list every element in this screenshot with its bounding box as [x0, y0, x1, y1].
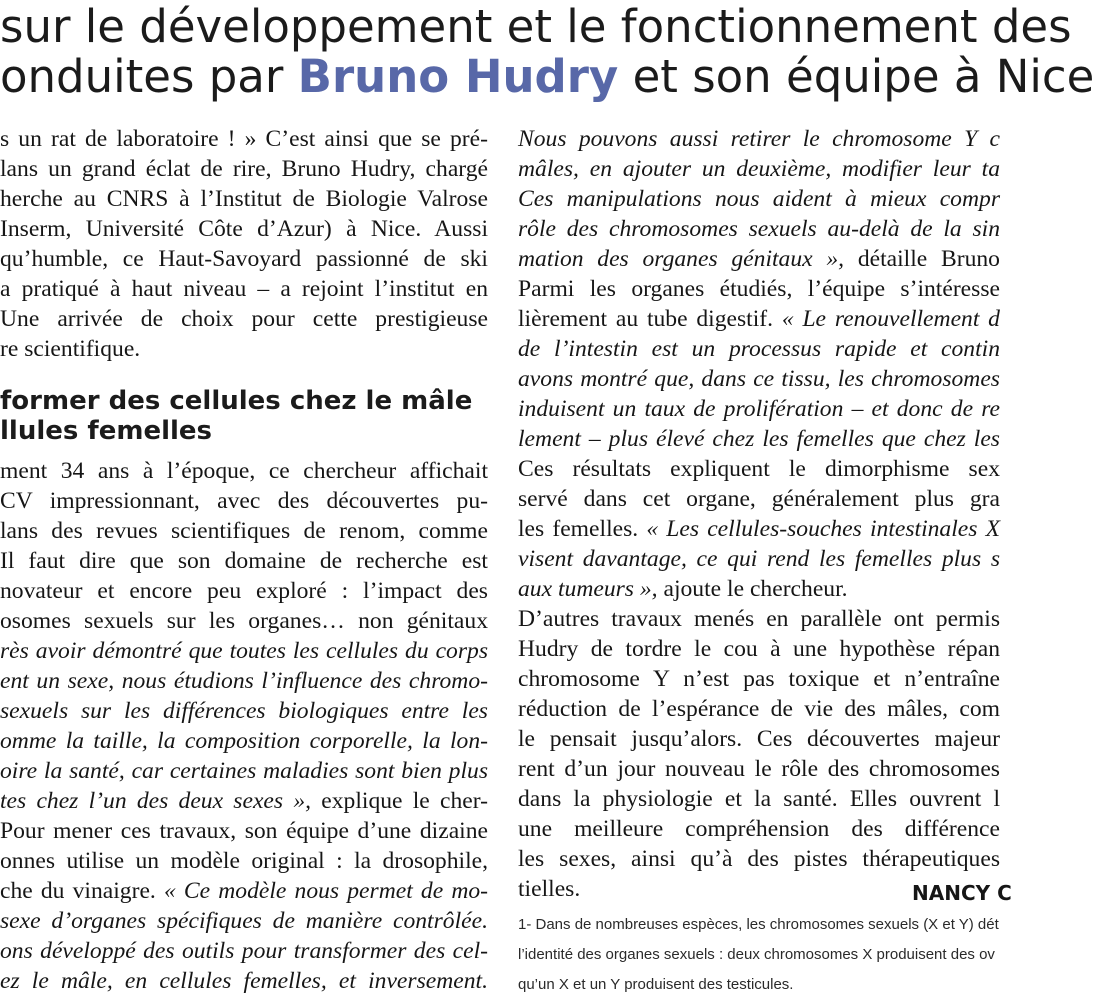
- text-line: [0, 876, 488, 906]
- text-line: a pratiqué à haut niveau – a rejoint l’institut en: [0, 276, 488, 302]
- footnote-line-2: l’identité des organes sexuels : deux chromosomes X produisent des ov: [518, 946, 995, 963]
- text-line: Inserm, Université Côte d’Azur) à Nice. Aussi: [0, 216, 488, 242]
- text-line: visent davantage, ce qui rend les femelles plus s: [518, 546, 1000, 572]
- text-line: Parmi les organes étudiés, l’équipe s’intéresse: [518, 276, 1000, 302]
- text-line: Ces résultats expliquent le dimorphisme sex: [518, 456, 1000, 482]
- text-line: avons montré que, dans ce tissu, les chromosomes: [518, 366, 1000, 392]
- text-line: mâles, en ajouter un deuxième, modifier leur ta: [518, 156, 1000, 182]
- text-line: sexuels sur les différences biologiques entre les: [0, 698, 488, 724]
- text-line: [518, 514, 1000, 544]
- text-line: lement – plus élevé chez les femelles que chez les: [518, 426, 1000, 452]
- text-fragment: détaille Bruno: [857, 246, 1000, 272]
- text-line: ment 34 ans à l’époque, ce chercheur affichait: [0, 458, 488, 484]
- text-line: ez le mâle, en cellules femelles, et inversement.: [0, 968, 488, 994]
- footnote-line-3: qu’un X et un Y produisent des testicules.: [518, 976, 794, 993]
- text-line: rent d’un jour nouveau le rôle des chromosomes: [518, 756, 1000, 782]
- text-line: Une arrivée de choix pour cette prestigieuse: [0, 306, 488, 332]
- text-line: s un rat de laboratoire ! » C’est ainsi que se pré-: [0, 126, 488, 152]
- text-line: qu’humble, ce Haut-Savoyard passionné de ski: [0, 246, 488, 272]
- text-line: omme la taille, la composition corporelle, la lon-: [0, 728, 488, 754]
- headline-text-2a: onduites par: [0, 50, 298, 103]
- author-signature: NANCY C: [912, 881, 1012, 905]
- text-line: [518, 304, 1000, 334]
- text-line: Hudry de tordre le cou à une hypothèse répan: [518, 636, 1000, 662]
- text-line: CV impressionnant, avec des découvertes pu-: [0, 488, 488, 514]
- text-line: ons développé des outils pour transformer des cel-: [0, 938, 488, 964]
- text-line: Ces manipulations nous aident à mieux compr: [518, 186, 1000, 212]
- subheading-line-2: llules femelles: [0, 416, 213, 446]
- text-line: une meilleure compréhension des différence: [518, 816, 1000, 842]
- headline-line-1: [0, 0, 1072, 53]
- text-line: rôle des chromosomes sexuels au-delà de la sin: [518, 216, 1000, 242]
- text-line: D’autres travaux menés en parallèle ont permis: [518, 606, 1000, 632]
- text-line: lans des revues scientifiques de renom, comme: [0, 518, 488, 544]
- text-line: ent un sexe, nous étudions l’influence des chromo-: [0, 668, 488, 694]
- researcher-name: Bruno Hudry: [297, 50, 619, 103]
- headline-line-2: [0, 50, 1094, 103]
- text-line: re scientifique.: [0, 336, 141, 362]
- footnote-line-1: 1- Dans de nombreuses espèces, les chromosomes sexuels (X et Y) dét: [518, 916, 999, 933]
- quote-fragment: « Le renouvellement d: [781, 306, 1000, 332]
- text-line: Il faut dire que son domaine de recherche est: [0, 548, 488, 574]
- text-line: onnes utilise un modèle original : la drosophile,: [0, 848, 488, 874]
- text-fragment: che du vinaigre.: [0, 878, 164, 904]
- quote-fragment: « Ce modèle nous permet de mo-: [163, 878, 489, 904]
- text-line: réduction de l’espérance de vie des mâles, com: [518, 696, 1000, 722]
- text-line: induisent un taux de prolifération – et donc de re: [518, 396, 1000, 422]
- text-line: de l’intestin est un processus rapide et contin: [518, 336, 1000, 362]
- quote-fragment: aux tumeurs »,: [518, 576, 664, 602]
- text-line: les sexes, ainsi qu’à des pistes thérapeutiques: [518, 846, 1000, 872]
- quote-fragment: tes chez l’un des deux sexes »,: [0, 788, 322, 814]
- text-fragment: explique le cher-: [321, 788, 488, 814]
- text-fragment: ajoute le chercheur.: [663, 576, 848, 602]
- text-line: le pensait jusqu’alors. Ces découvertes majeur: [518, 726, 1000, 752]
- text-line: chromosome Y n’est pas toxique et n’entraîne: [518, 666, 1000, 692]
- text-fragment: les femelles.: [518, 516, 647, 542]
- text-line: osomes sexuels sur les organes… non génitaux: [0, 608, 488, 634]
- text-line: lans un grand éclat de rire, Bruno Hudry, chargé: [0, 156, 488, 182]
- text-line: oire la santé, car certaines maladies sont bien plus: [0, 758, 488, 784]
- text-fragment: lièrement au tube digestif.: [518, 306, 782, 332]
- text-line: Pour mener ces travaux, son équipe d’une dizaine: [0, 818, 488, 844]
- text-line: tielles.: [518, 876, 581, 902]
- text-line: sexe d’organes spécifiques de manière contrôlée.: [0, 908, 488, 934]
- text-line: Nous pouvons aussi retirer le chromosome Y c: [518, 126, 1000, 152]
- text-line: novateur et encore peu exploré : l’impact des: [0, 578, 488, 604]
- text-line: dans la physiologie et la santé. Elles ouvrent l: [518, 786, 1000, 812]
- headline-text-2b: et son équipe à Nice: [618, 50, 1094, 103]
- headline-text-1: sur le développement et le fonctionnement des: [0, 0, 1072, 53]
- quote-fragment: « Les cellules-souches intestinales X: [646, 516, 1000, 542]
- quote-fragment: mation des organes génitaux »,: [518, 246, 858, 272]
- text-line: [518, 574, 1000, 604]
- text-line: rès avoir démontré que toutes les cellules du corps: [0, 638, 488, 664]
- text-line: [0, 786, 488, 816]
- text-line: herche au CNRS à l’Institut de Biologie Valrose: [0, 186, 488, 212]
- text-line: [518, 244, 1000, 274]
- text-line: servé dans cet organe, généralement plus gra: [518, 486, 1000, 512]
- subheading-line-1: former des cellules chez le mâle: [0, 386, 473, 416]
